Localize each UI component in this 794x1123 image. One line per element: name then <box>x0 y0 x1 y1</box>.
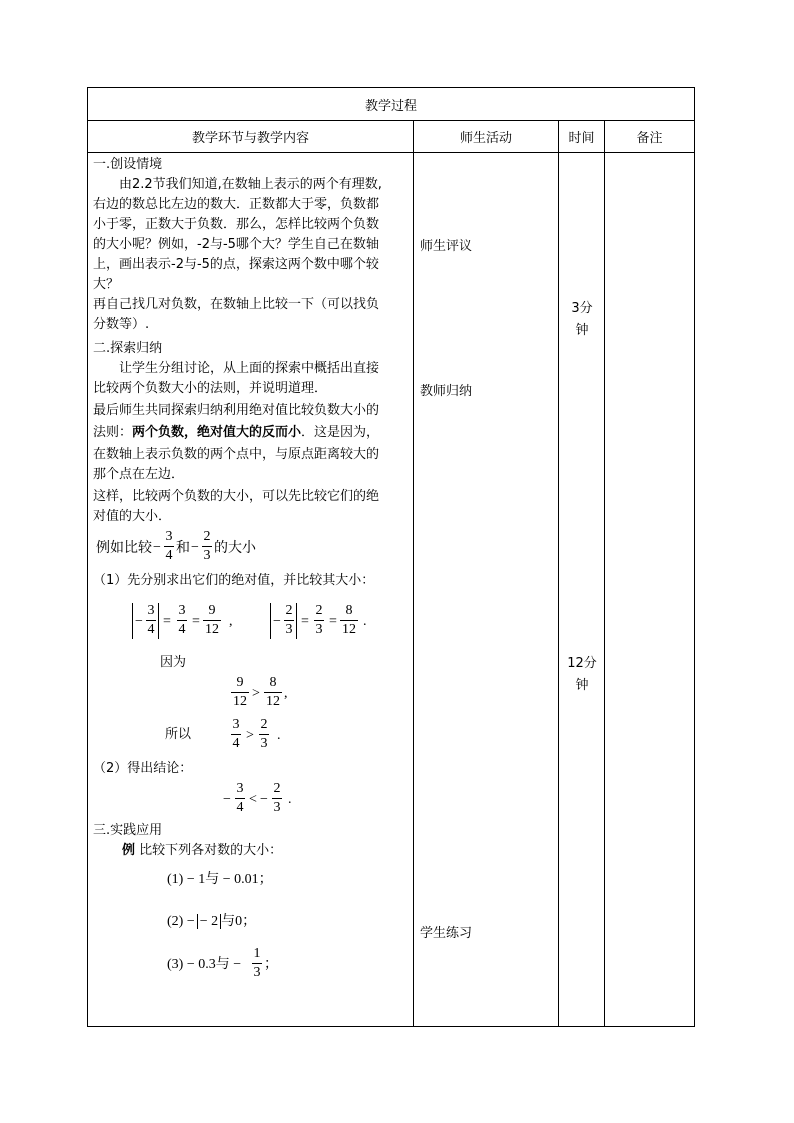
step-2: （2）得出结论： <box>93 761 193 776</box>
minus-sign: − <box>260 792 268 807</box>
text-line: 再自己找几对负数，在数轴上比较一下（可以找负 <box>93 297 380 312</box>
fraction-3-4 <box>164 529 174 564</box>
fraction-8-12 <box>264 675 282 710</box>
numerator: 9 <box>236 675 244 690</box>
example-text: 比较下列各对数的大小： <box>139 843 283 858</box>
problem-2-prefix: (2) − <box>167 914 195 929</box>
period: . <box>363 614 367 629</box>
minus-sign: − <box>135 614 143 629</box>
section-3-title: 三.实践应用 <box>93 823 163 838</box>
example-suffix: 的大小 <box>214 540 256 556</box>
table-title: 教学过程 <box>88 88 695 121</box>
denominator: 4 <box>178 622 186 637</box>
denominator: 12 <box>205 622 219 637</box>
numerator: 8 <box>269 675 277 690</box>
numerator: 2 <box>315 603 323 618</box>
less-than: < <box>249 792 257 807</box>
so-label: 所以 <box>165 727 192 742</box>
equals-sign: = <box>192 614 200 629</box>
lesson-plan-table <box>87 87 695 1027</box>
example-label: 例 <box>122 843 136 858</box>
text-span: 法则： <box>93 425 133 440</box>
text-line: 小于零，正数大于负数．那么，怎样比较两个负数 <box>93 217 380 232</box>
denominator: 4 <box>236 800 244 815</box>
problem-3: (3) − 0.3与 − <box>167 957 242 972</box>
fraction-2-3 <box>284 603 294 638</box>
because-label: 因为 <box>160 655 187 670</box>
section-1-title: 一.创设情境 <box>93 157 163 172</box>
time-1-minutes: 3分 <box>571 301 593 316</box>
numerator: 1 <box>253 946 261 961</box>
header-time: 时间 <box>559 121 605 153</box>
numerator: 3 <box>236 781 244 796</box>
numerator: 3 <box>232 717 240 732</box>
notes-cell <box>605 153 695 1027</box>
numerator: 2 <box>285 603 293 618</box>
greater-than: > <box>252 686 260 701</box>
time-2-minutes: 12分 <box>567 656 597 671</box>
activity-cell <box>414 153 559 1027</box>
denominator: 4 <box>147 622 155 637</box>
problem-2-suffix: 与0； <box>221 914 257 929</box>
activity-student-practice: 学生练习 <box>420 926 473 941</box>
denominator: 12 <box>233 694 247 709</box>
abs-bar-left <box>132 603 133 639</box>
comma: , <box>229 614 233 629</box>
period: . <box>288 792 292 807</box>
text-line <box>93 423 379 443</box>
fraction-9-12 <box>231 675 249 710</box>
fraction-2-3 <box>202 529 212 564</box>
fraction-1-3 <box>252 946 262 981</box>
text-line: 右边的数总比左边的数大．正数都大于零，负数都 <box>93 197 380 212</box>
header-activity: 师生活动 <box>414 121 559 153</box>
abs-bar-left <box>270 603 271 639</box>
problem-2 <box>167 913 256 931</box>
fraction-3-4 <box>235 781 245 816</box>
numerator: 3 <box>147 603 155 618</box>
equals-sign: = <box>329 614 337 629</box>
numerator: 2 <box>260 717 268 732</box>
numerator: 9 <box>208 603 216 618</box>
fraction-2-3 <box>259 717 269 752</box>
fraction-8-12 <box>340 603 358 638</box>
denominator: 12 <box>266 694 280 709</box>
text-line: 大？ <box>93 277 120 292</box>
text-line: 在数轴上表示负数的两个点中，与原点距离较大的 <box>93 447 380 462</box>
minus-sign: − <box>223 792 231 807</box>
text-span: ．这是因为， <box>301 425 380 440</box>
denominator: 3 <box>260 736 268 751</box>
rule-bold-text: 两个负数，绝对值大的反而小 <box>132 425 302 440</box>
time-2-unit: 钟 <box>575 678 589 693</box>
header-notes: 备注 <box>605 121 695 153</box>
numerator: 8 <box>345 603 353 618</box>
step-1: （1）先分别求出它们的绝对值，并比较其大小： <box>93 573 375 588</box>
time-1-unit: 钟 <box>575 323 589 338</box>
fraction-2-3 <box>272 781 282 816</box>
period: . <box>277 728 281 743</box>
denominator: 3 <box>315 622 323 637</box>
text-line: 这样，比较两个负数的大小，可以先比较它们的绝 <box>93 489 380 504</box>
text-line: 的大小呢？例如，-2与-5哪个大？学生自己在数轴 <box>93 237 379 252</box>
problem-3-end: ； <box>264 957 278 972</box>
fraction-3-4 <box>231 717 241 752</box>
denominator: 3 <box>273 800 281 815</box>
minus-sign: − <box>153 540 161 555</box>
fraction-3-4 <box>146 603 156 638</box>
fraction-2-3 <box>314 603 324 638</box>
numerator: 3 <box>178 603 186 618</box>
numerator: 2 <box>203 529 211 544</box>
content-cell <box>88 153 414 1027</box>
greater-than: > <box>246 728 254 743</box>
abs-bar-right <box>296 603 297 639</box>
comma: , <box>284 686 288 701</box>
abs-bar-right <box>158 603 159 639</box>
denominator: 4 <box>165 548 173 563</box>
text-line: 那个点在左边． <box>93 467 185 482</box>
text-line: 由2.2节我们知道,在数轴上表示的两个有理数, <box>119 177 382 192</box>
minus-sign: − <box>273 614 281 629</box>
example-and: 和 <box>176 540 190 556</box>
denominator: 3 <box>203 548 211 563</box>
example-prefix: 例如比较 <box>96 540 152 556</box>
text-line: 对值的大小． <box>93 509 172 524</box>
denominator: 3 <box>285 622 293 637</box>
minus-sign: − <box>191 540 199 555</box>
numerator: 2 <box>273 781 281 796</box>
section-2-title: 二.探索归纳 <box>93 341 163 356</box>
denominator: 12 <box>342 622 356 637</box>
example-line <box>122 841 282 861</box>
equals-sign: = <box>163 614 171 629</box>
text-line: 分数等）. <box>93 317 150 332</box>
problem-2-abs: − 2 <box>197 914 221 929</box>
problem-1: (1) − 1与 − 0.01； <box>167 872 273 887</box>
denominator: 3 <box>253 965 261 980</box>
denominator: 4 <box>232 736 240 751</box>
activity-teacher-student-review: 师生评议 <box>420 239 473 254</box>
activity-teacher-summary: 教师归纳 <box>420 384 473 399</box>
header-content: 教学环节与教学内容 <box>88 121 414 153</box>
fraction-9-12 <box>203 603 221 638</box>
fraction-3-4 <box>177 603 187 638</box>
text-line: 上，画出表示-2与-5的点，探索这两个数中哪个较 <box>93 257 379 272</box>
equals-sign: = <box>301 614 309 629</box>
text-line: 让学生分组讨论，从上面的探索中概括出直接 <box>119 361 380 376</box>
time-cell <box>559 153 605 1027</box>
numerator: 3 <box>165 529 173 544</box>
text-line: 最后师生共同探索归纳利用绝对值比较负数大小的 <box>93 403 380 418</box>
text-line: 比较两个负数大小的法则，并说明道理． <box>93 381 328 396</box>
